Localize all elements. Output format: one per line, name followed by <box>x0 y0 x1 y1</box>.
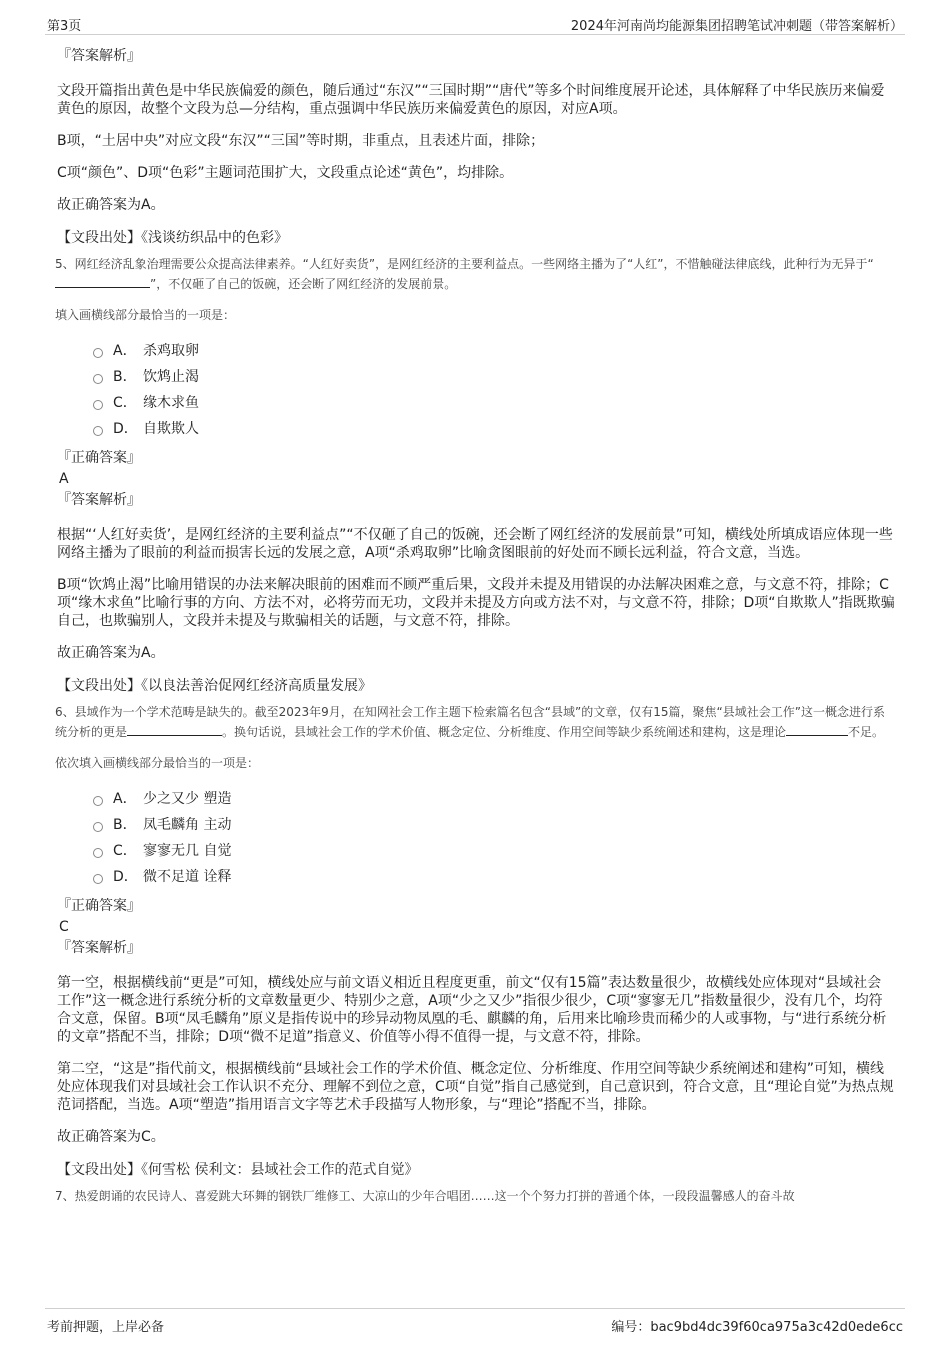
code-label: 编号： <box>611 1320 651 1335</box>
option-d[interactable]: D． 自欺欺人 <box>93 420 895 438</box>
question-5-options <box>93 342 895 438</box>
analysis-label: 『答案解析』 <box>57 48 141 64</box>
option-c[interactable]: C． 寥寥无几 自觉 <box>93 842 895 860</box>
analysis-paragraph: 文段开篇指出黄色是中华民族偏爱的颜色，随后通过“东汉”“三国时期”“唐代”等多个时间维度展开论述，具体解释了中华民族历来偏爱黄色的原因，故整个文段为总—分结构，重点强调中华民族历来偏爱黄色的原因，对应A项。 <box>57 83 885 117</box>
option-d[interactable]: D． 微不足道 诠释 <box>93 868 895 886</box>
question-text: ”，不仅砸了自己的饭碗，还会断了网红经济的发展前景。 <box>150 277 457 291</box>
radio-icon[interactable] <box>93 426 103 436</box>
question-7-stem: 7、热爱朗诵的农民诗人、喜爱跳大环舞的钢铁厂维修工、大凉山的少年合唱团……这一个个努力打拼的普通个体，一段段温馨感人的奋斗故 <box>55 1189 795 1203</box>
question-instruction: 填入画横线部分最恰当的一项是： <box>55 308 236 322</box>
conclusion-paragraph: 故正确答案为A。 <box>57 197 165 213</box>
analysis-paragraph: B项，“土居中央”对应文段“东汉”“三国”等时期，非重点，且表述片面，排除； <box>57 133 545 149</box>
radio-icon[interactable] <box>93 848 103 858</box>
analysis-paragraph: B项“饮鸩止渴”比喻用错误的办法来解决眼前的困难而不顾严重后果，文段并未提及用错误的办法解决困难之意，与文意不符，排除；C项“缘木求鱼”比喻行事的方向、方法不对，必将劳而无功，文段并未提及方向或方法不对，与文意不符，排除；D项“自欺欺人”指既欺骗自己，也欺骗别人，文段并未提及与欺骗相关的话题，与文意不符，排除。 <box>57 577 895 629</box>
option-b[interactable]: B． 凤毛麟角 主动 <box>93 816 895 834</box>
option-a[interactable]: A． 少之又少 塑造 <box>93 790 895 808</box>
question-text: 不足。 <box>848 725 885 739</box>
option-a[interactable]: A． 杀鸡取卵 <box>93 342 895 360</box>
source-citation: 【文段出处】《浅谈纺织品中的色彩》 <box>57 230 288 246</box>
analysis-label: 『答案解析』 <box>57 940 141 956</box>
radio-icon[interactable] <box>93 874 103 884</box>
analysis-label: 『答案解析』 <box>57 492 141 508</box>
fill-blank <box>786 723 848 736</box>
radio-icon[interactable] <box>93 822 103 832</box>
question-text: 5、网红经济乱象治理需要公众提高法律素养。“人红好卖货”，是网红经济的主要利益点。一些网络主播为了“人红”，不惜触碰法律底线，此种行为无异于“ <box>55 257 874 271</box>
analysis-paragraph: 第二空，“这是”指代前文，根据横线前“县域社会工作的学术价值、概念定位、分析维度、作用空间等缺少系统阐述和建构”可知，横线处应体现我们对县域社会工作认识不充分、理解不到位之意，C项“自觉”指自己感觉到，自己意识到，符合文意，且“理论自觉”为热点规范词搭配，当选。A项“塑造”指用语言文字等艺术手段描写人物形象，与“理论”搭配不当，排除。 <box>57 1061 894 1113</box>
conclusion-paragraph: 故正确答案为A。 <box>57 645 165 661</box>
page-number: 第3页 <box>47 19 82 34</box>
document-body <box>57 44 895 1206</box>
question-6-stem <box>55 702 895 742</box>
code-value: bac9bd4dc39f60ca975a3c42d0ede6cc <box>650 1320 903 1335</box>
radio-icon[interactable] <box>93 374 103 384</box>
question-instruction: 依次填入画横线部分最恰当的一项是： <box>55 756 260 770</box>
analysis-paragraph: C项“颜色”、D项“色彩”主题词范围扩大，文段重点论述“黄色”，均排除。 <box>57 165 514 181</box>
question-5-stem <box>55 254 895 294</box>
correct-answer-value: A <box>59 471 69 487</box>
analysis-paragraph: 第一空，根据横线前“更是”可知，横线处应与前文语义相近且程度更重，前文“仅有15篇”表达数量很少，故横线处应体现对“县域社会工作”这一概念进行系统分析的文章数量更少、特别少之意，A项“少之又少”指很少很少，C项“寥寥无几”指数量很少，没有几个，均符合文意，保留。B项“凤毛麟角”原义是指传说中的珍异动物凤凰的毛、麒麟的角，后用来比喻珍贵而稀少的人或事物，与“进行系统分析的文章”搭配不当，排除；D项“微不足道”指意义、价值等小得不值得一提，与文意不符，排除。 <box>57 975 887 1045</box>
conclusion-paragraph: 故正确答案为C。 <box>57 1129 165 1145</box>
correct-answer-label: 『正确答案』 <box>57 898 141 914</box>
fill-blank <box>55 275 150 288</box>
fill-blank <box>127 723 222 736</box>
option-c[interactable]: C． 缘木求鱼 <box>93 394 895 412</box>
radio-icon[interactable] <box>93 796 103 806</box>
analysis-paragraph: 根据“‘人红好卖货’，是网红经济的主要利益点”“不仅砸了自己的饭碗，还会断了网红经济的发展前景”可知，横线处所填成语应体现一些网络主播为了眼前的利益而损害长远的发展之意，A项“杀鸡取卵”比喻贪图眼前的好处而不顾长远利益，符合文意，当选。 <box>57 527 893 561</box>
correct-answer-label: 『正确答案』 <box>57 450 141 466</box>
question-text: 6、县域作为一个学术范畴是缺失的。截至2023年9月，在知网社会工作主题下检索篇名包含“县域”的文章，仅有15篇，聚焦“县域社会工作”这一概念进行系统分析的更是 <box>55 705 885 739</box>
document-title: 2024年河南尚均能源集团招聘笔试冲刺题（带答案解析） <box>570 19 903 34</box>
radio-icon[interactable] <box>93 400 103 410</box>
radio-icon[interactable] <box>93 348 103 358</box>
source-citation: 【文段出处】《以良法善治促网红经济高质量发展》 <box>57 678 372 694</box>
option-b[interactable]: B． 饮鸩止渴 <box>93 368 895 386</box>
footer-slogan: 考前押题，上岸必备 <box>47 1320 165 1335</box>
correct-answer-value: C <box>59 919 69 935</box>
source-citation: 【文段出处】《何雪松 侯利文：县域社会工作的范式自觉》 <box>57 1162 419 1178</box>
question-text: 。换句话说，县域社会工作的学术价值、概念定位、分析维度、作用空间等缺少系统阐述和建构，这是理论 <box>222 725 787 739</box>
page-header <box>45 12 905 35</box>
footer-code <box>611 1316 903 1335</box>
question-6-options <box>93 790 895 886</box>
page-footer <box>45 1308 905 1339</box>
